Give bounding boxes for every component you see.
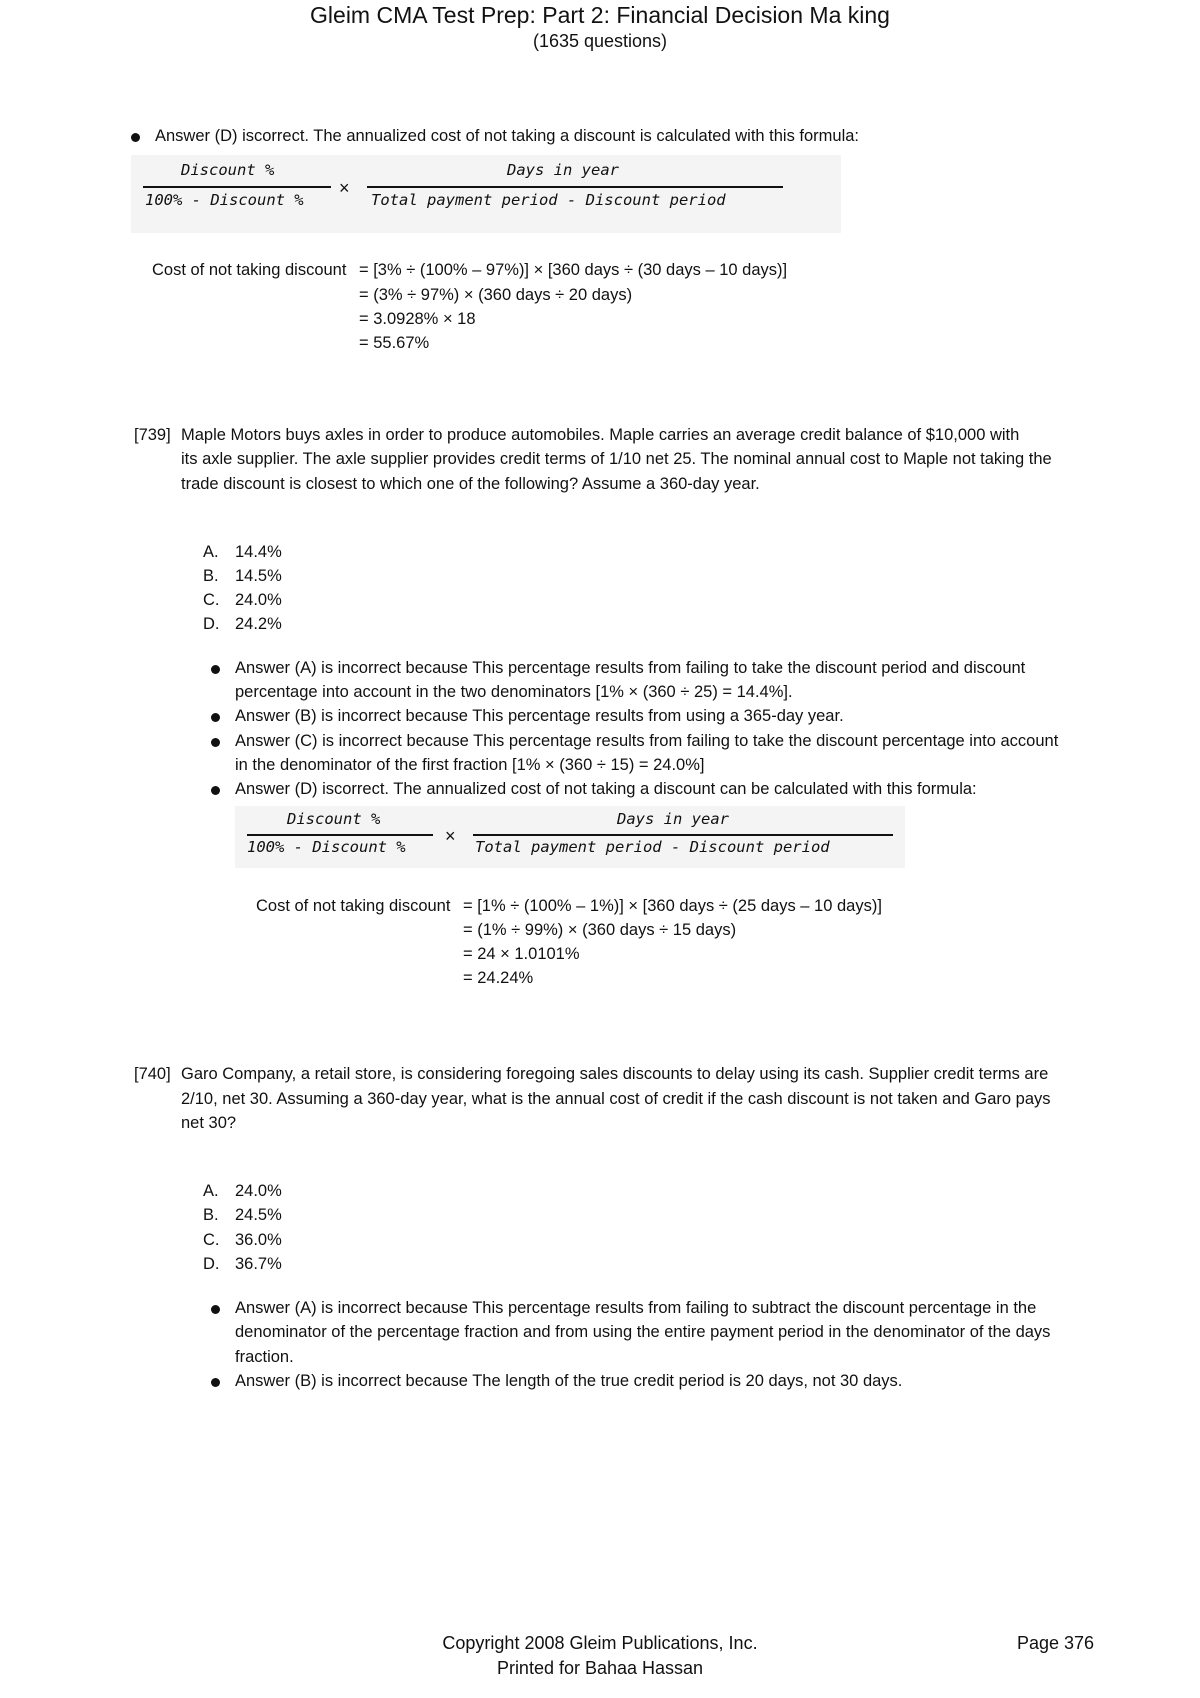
question-text-line: net 30? bbox=[181, 1114, 237, 1132]
calc-line: = [1% ÷ (100% – 1%)] × [360 days ÷ (25 days – 10 days)] bbox=[463, 897, 882, 915]
fraction-bar bbox=[367, 186, 783, 188]
formula-num-right: Days in year bbox=[507, 161, 619, 179]
times-symbol: × bbox=[445, 826, 456, 846]
question-number: [740] bbox=[134, 1065, 171, 1083]
footer-printed-for: Printed for Bahaa Hassan bbox=[496, 1658, 704, 1678]
question-text-line: Garo Company, a retail store, is considering foregoing sales discounts to delay using its cash. Supplier credit terms are bbox=[181, 1065, 1049, 1083]
formula-den-right: Total payment period - Discount period bbox=[371, 191, 726, 209]
answer-text: denominator of the percentage fraction and from using the entire payment period in the denominator of the days bbox=[235, 1323, 1051, 1341]
formula-num-left: Discount % bbox=[181, 161, 275, 179]
formula-num-left: Discount % bbox=[287, 810, 381, 828]
calc-line: = (1% ÷ 99%) × (360 days ÷ 15 days) bbox=[463, 921, 737, 939]
formula-den-left: 100% - Discount % bbox=[247, 838, 406, 856]
choice-letter: B. bbox=[203, 567, 219, 585]
bullet-icon bbox=[211, 786, 220, 795]
choice-letter: D. bbox=[203, 615, 220, 633]
answer-text: Answer (A) is incorrect because This percentage results from failing to subtract the discount percentage in the bbox=[235, 1299, 1037, 1317]
answer-text: Answer (D) iscorrect. The annualized cost of not taking a discount is calculated with this formula: bbox=[155, 127, 860, 145]
calc-line: = 55.67% bbox=[359, 334, 430, 352]
choice-letter: B. bbox=[203, 1206, 219, 1224]
choice-letter: C. bbox=[203, 1231, 220, 1249]
question-text-line: its axle supplier. The axle supplier provides credit terms of 1/10 net 25. The nominal annual cost to Maple not taking the bbox=[181, 450, 1052, 468]
answer-text: Answer (D) iscorrect. The annualized cost of not taking a discount can be calculated with this formula: bbox=[235, 780, 977, 798]
choice-letter: C. bbox=[203, 591, 220, 609]
bullet-icon bbox=[131, 133, 140, 142]
choice-text: 14.4% bbox=[235, 543, 282, 561]
question-number: [739] bbox=[134, 426, 171, 444]
choice-text: 24.2% bbox=[235, 615, 282, 633]
fraction-bar bbox=[143, 186, 331, 188]
formula-den-left: 100% - Discount % bbox=[145, 191, 304, 209]
bullet-icon bbox=[211, 1378, 220, 1387]
formula-image bbox=[235, 806, 905, 868]
calc-line: = (3% ÷ 97%) × (360 days ÷ 20 days) bbox=[359, 286, 633, 304]
bullet-icon bbox=[211, 665, 220, 674]
question-text-line: trade discount is closest to which one of the following? Assume a 360-day year. bbox=[181, 475, 760, 493]
calc-label: Cost of not taking discount bbox=[256, 897, 451, 915]
calc-line: = 24 × 1.0101% bbox=[463, 945, 580, 963]
formula-den-right: Total payment period - Discount period bbox=[475, 838, 830, 856]
formula-num-right: Days in year bbox=[617, 810, 729, 828]
formula-image bbox=[131, 155, 841, 233]
choice-letter: A. bbox=[203, 1182, 219, 1200]
answer-text: Answer (B) is incorrect because This percentage results from using a 365-day year. bbox=[235, 707, 844, 725]
answer-text: percentage into account in the two denominators [1% × (360 ÷ 25) = 14.4%]. bbox=[235, 683, 793, 701]
answer-text: fraction. bbox=[235, 1348, 294, 1366]
calc-line: = 24.24% bbox=[463, 969, 534, 987]
fraction-bar bbox=[473, 834, 893, 836]
bullet-icon bbox=[211, 1305, 220, 1314]
answer-text: Answer (B) is incorrect because The length of the true credit period is 20 days, not 30 days. bbox=[235, 1372, 903, 1390]
answer-text: Answer (A) is incorrect because This percentage results from failing to take the discount period and discount bbox=[235, 659, 1026, 677]
footer-copyright: Copyright 2008 Gleim Publications, Inc. bbox=[442, 1633, 758, 1653]
bullet-icon bbox=[211, 713, 220, 722]
choice-text: 36.0% bbox=[235, 1231, 282, 1249]
times-symbol: × bbox=[339, 178, 350, 198]
choice-letter: D. bbox=[203, 1255, 220, 1273]
choice-text: 14.5% bbox=[235, 567, 282, 585]
choice-text: 24.0% bbox=[235, 591, 282, 609]
choice-letter: A. bbox=[203, 543, 219, 561]
calc-label: Cost of not taking discount bbox=[152, 261, 347, 279]
page-number: Page 376 bbox=[1017, 1633, 1095, 1653]
calc-line: = [3% ÷ (100% – 97%)] × [360 days ÷ (30 days – 10 days)] bbox=[359, 261, 788, 279]
choice-text: 36.7% bbox=[235, 1255, 282, 1273]
choice-text: 24.5% bbox=[235, 1206, 282, 1224]
page-header-subtitle: (1635 questions) bbox=[532, 31, 668, 51]
bullet-icon bbox=[211, 738, 220, 747]
page-header-title: Gleim CMA Test Prep: Part 2: Financial Decision Ma king bbox=[310, 2, 890, 28]
answer-text: in the denominator of the first fraction [1% × (360 ÷ 15) = 24.0%] bbox=[235, 756, 705, 774]
choice-text: 24.0% bbox=[235, 1182, 282, 1200]
calc-line: = 3.0928% × 18 bbox=[359, 310, 476, 328]
fraction-bar bbox=[247, 834, 433, 836]
question-text-line: 2/10, net 30. Assuming a 360-day year, what is the annual cost of credit if the cash discount is not taken and Garo pays bbox=[181, 1090, 1051, 1108]
question-text-line: Maple Motors buys axles in order to produce automobiles. Maple carries an average credit balance of $10,000 with bbox=[181, 426, 1020, 444]
answer-text: Answer (C) is incorrect because This percentage results from failing to take the discount percentage into account bbox=[235, 732, 1059, 750]
